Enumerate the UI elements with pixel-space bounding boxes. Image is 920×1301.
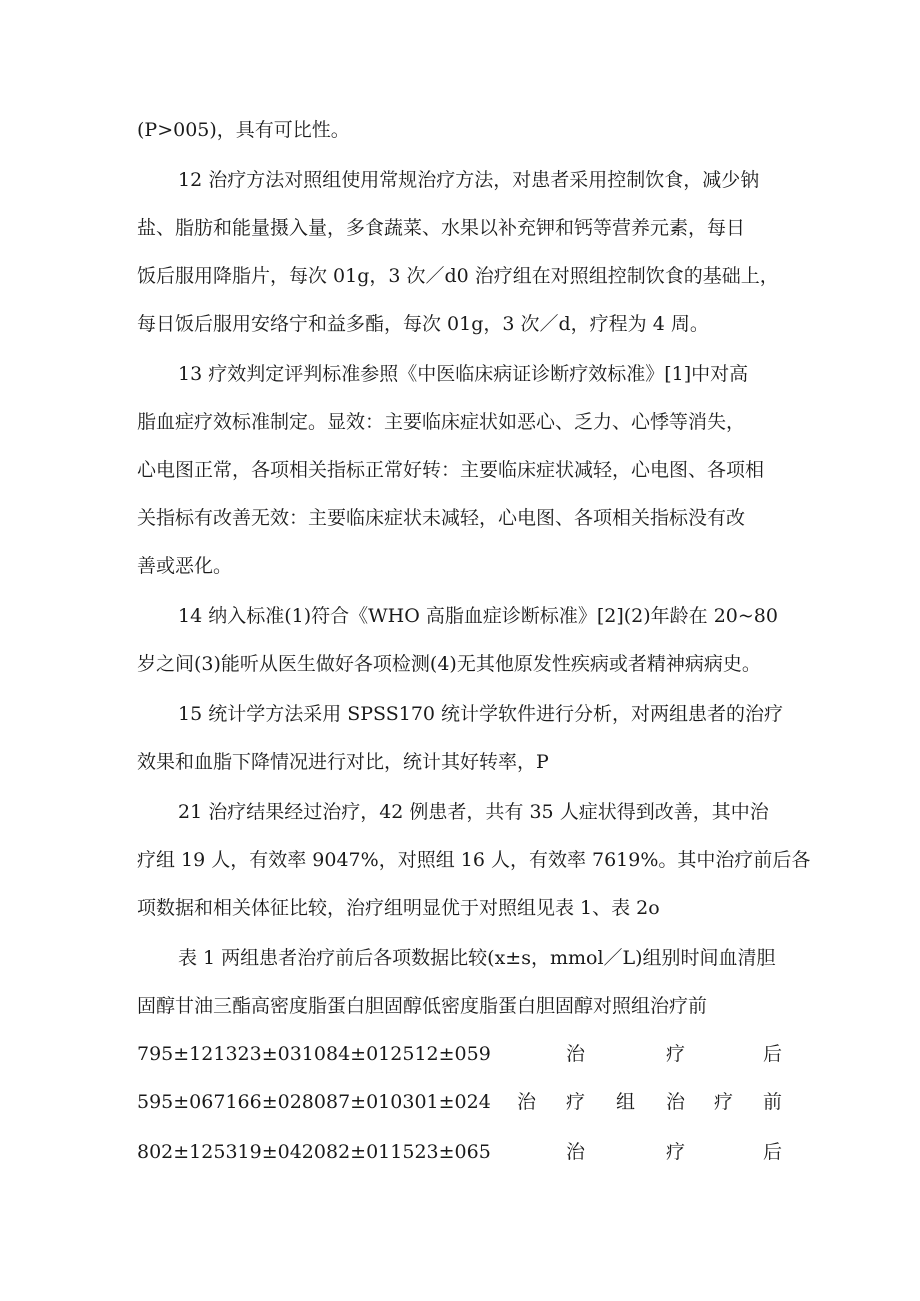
row-label-char: 疗 bbox=[666, 1043, 686, 1065]
text-line: 岁之间(3)能听从医生做好各项检测(4)无其他原发性疾病或者精神病病史。 bbox=[137, 653, 761, 675]
row-label-char: 前 bbox=[763, 1091, 783, 1113]
row-label-char: 治 bbox=[566, 1141, 586, 1163]
row-label-char: 疗 bbox=[566, 1091, 586, 1113]
text-line: 疗组 19 人，有效率 9047%，对照组 16 人，有效率 7619%。其中治疗前后各 bbox=[137, 849, 811, 871]
row-label-char: 治 bbox=[566, 1043, 586, 1065]
text-line: 善或恶化。 bbox=[137, 555, 233, 577]
row-label-char: 疗 bbox=[714, 1091, 734, 1113]
row-label-char: 治 bbox=[517, 1091, 537, 1113]
row-values: 795±121323±031084±012512±059 bbox=[137, 1043, 491, 1065]
text-line: 13 疗效判定评判标准参照《中医临床病证诊断疗效标准》[1]中对高 bbox=[178, 363, 749, 385]
row-label-char: 后 bbox=[763, 1141, 783, 1163]
row-values: 802±125319±042082±011523±065 bbox=[137, 1141, 491, 1163]
text-line: 脂血症疗效标准制定。显效：主要临床症状如恶心、乏力、心悸等消失， bbox=[137, 411, 746, 433]
text-line: 项数据和相关体征比较，治疗组明显优于对照组见表 1、表 2o bbox=[137, 897, 660, 919]
row-label-char: 后 bbox=[763, 1043, 783, 1065]
text-line: 饭后服用降脂片，每次 01g，3 次／d0 治疗组在对照组控制饮食的基础上， bbox=[137, 265, 779, 287]
text-line: 表 1 两组患者治疗前后各项数据比较(x±s，mmol／L)组别时间血清胆 bbox=[178, 947, 776, 969]
text-line: 效果和血脂下降情况进行对比，统计其好转率，P bbox=[137, 751, 549, 773]
text-line: 14 纳入标准(1)符合《WHO 高脂血症诊断标准》[2](2)年龄在 20~80 bbox=[178, 605, 778, 627]
text-line: (P>005)，具有可比性。 bbox=[137, 119, 350, 141]
text-line: 21 治疗结果经过治疗，42 例患者，共有 35 人症状得到改善，其中治 bbox=[178, 801, 769, 823]
text-line: 12 治疗方法对照组使用常规治疗方法，对患者采用控制饮食，减少钠 bbox=[178, 169, 760, 191]
row-label-char: 组 bbox=[616, 1091, 636, 1113]
row-values: 595±067166±028087±010301±024 bbox=[137, 1091, 491, 1113]
text-line: 关指标有改善无效：主要临床症状未减轻，心电图、各项相关指标没有改 bbox=[137, 507, 746, 529]
text-line: 心电图正常，各项相关指标正常好转：主要临床症状减轻，心电图、各项相 bbox=[137, 459, 765, 481]
row-label-char: 疗 bbox=[666, 1141, 686, 1163]
text-line: 盐、脂肪和能量摄入量，多食蔬菜、水果以补充钾和钙等营养元素，每日 bbox=[137, 217, 746, 239]
text-line: 15 统计学方法采用 SPSS170 统计学软件进行分析，对两组患者的治疗 bbox=[178, 703, 784, 725]
text-line: 固醇甘油三酯高密度脂蛋白胆固醇低密度脂蛋白胆固醇对照组治疗前 bbox=[137, 995, 708, 1017]
row-label-char: 治 bbox=[666, 1091, 686, 1113]
text-line: 每日饭后服用安络宁和益多酯，每次 01g，3 次／d，疗程为 4 周。 bbox=[137, 313, 709, 335]
